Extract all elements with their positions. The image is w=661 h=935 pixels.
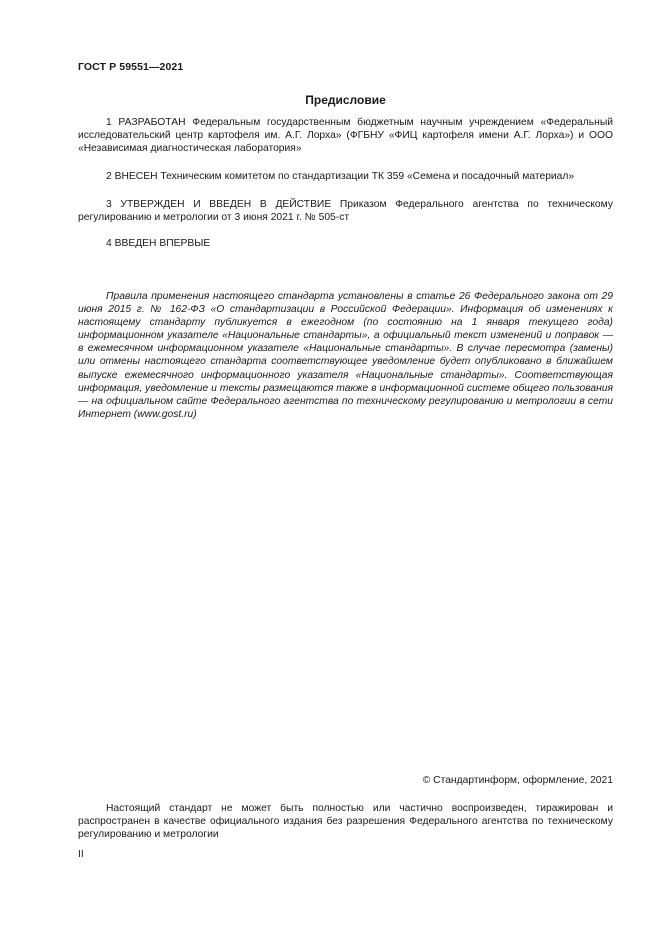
reproduction-disclaimer: Настоящий стандарт не может быть полностью или частично воспроизведен, тиражирован и распространен в качестве официального издания без разрешения Федерального агентства по техническому регулированию и метрологии xyxy=(78,803,613,841)
page-number: II xyxy=(78,849,84,860)
section-title: Предисловие xyxy=(305,93,386,107)
foreword-item-approved: 3 УТВЕРЖДЕН И ВВЕДЕН В ДЕЙСТВИЕ Приказом Федерального агентства по техническому регулированию и метрологии от 3 июня 2021 г. № 505-ст xyxy=(78,199,613,224)
copyright-line: © Стандартинформ, оформление, 2021 xyxy=(422,775,613,786)
application-rules-note: Правила применения настоящего стандарта установлены в статье 26 Федерального закона от 29 июня 2015 г. № 162-ФЗ «О стандартизации в Российской Федерации». Информация об изменениях к настоящему стандарту публикуется в ежегодном (по состоянию на 1 января текущего года) информационном указателе «Национальные стандарты», а официальный текст изменений и поправок — в ежемесячном информационном указателе «Национальные стандарты». В случае пересмотра (замены) или отмены настоящего стандарта соответствующее уведомление будет опубликовано в ближайшем выпуске ежемесячного информационного указателя «Национальные стандарты». Соответствующая информация, уведомление и тексты размещаются также в информационной системе общего пользования — на официальном сайте Федерального агентства по техническому регулированию и метрологии в сети Интернет (www.gost.ru) xyxy=(78,291,613,420)
foreword-item-introduced: 4 ВВЕДЕН ВПЕРВЫЕ xyxy=(106,238,211,249)
foreword-item-developed: 1 РАЗРАБОТАН Федеральным государственным бюджетным научным учреждением «Федеральный исследовательский центр картофеля им. А.Г. Лорха» (ФГБНУ «ФИЦ картофеля имени А.Г. Лорха») и ООО «Независимая диагностическая лаборатория» xyxy=(78,117,613,155)
foreword-item-submitted: 2 ВНЕСЕН Техническим комитетом по стандартизации ТК 359 «Семена и посадочный материал» xyxy=(106,171,575,182)
document-code: ГОСТ Р 59551—2021 xyxy=(78,61,184,73)
